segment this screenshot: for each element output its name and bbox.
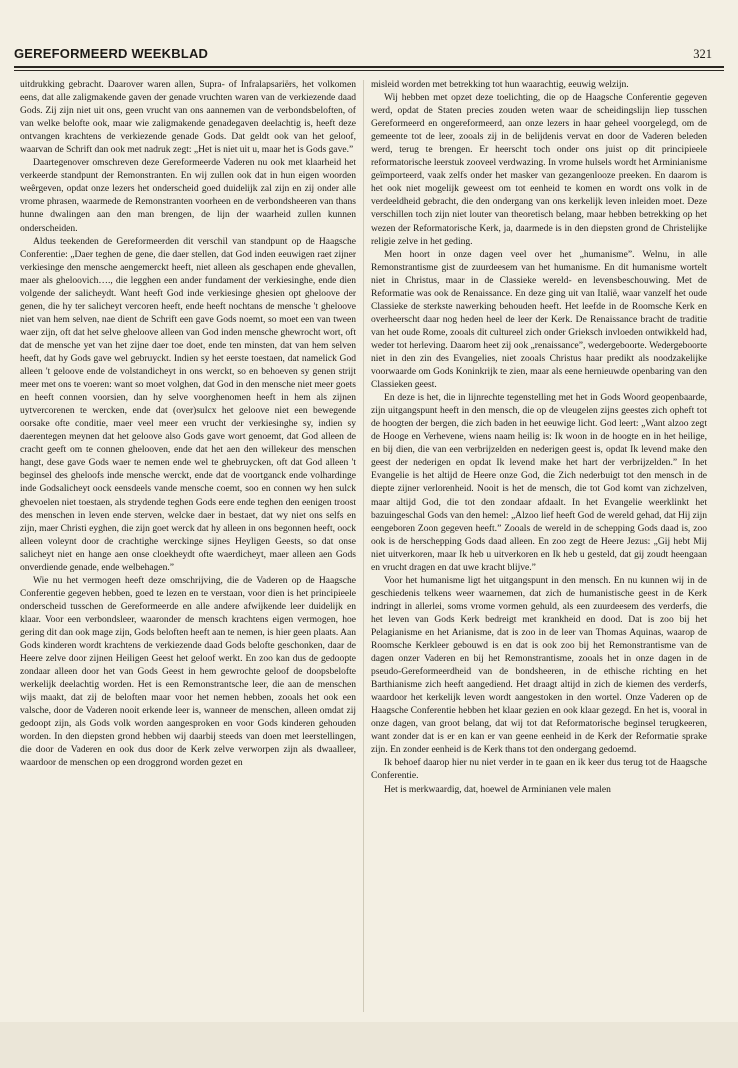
paragraph: uitdrukking gebracht. Daarover waren allen, Supra- of Infralapsariërs, het volkomen eens, dat alle zaligmakende gaven der genade vruchten waren van de verkiezende daad Gods. Zij zijn niet uit ons, geen vrucht van ons aannemen van de verbondsbeloften, of van welke belofte ook, maar wie zaligmakende genadegaven deelachtig is, heeft deze ontvangen krachtens de verkiezende genade Gods. Dat geldt ook van het geloof, waarvan de Schrift dan ook met nadruk zegt: „Het is niet uit u, maar het is Gods gave.” [20,79,356,156]
right-column [371,78,707,796]
column-divider [363,80,364,1012]
header-rule-thick [14,66,724,68]
left-column [20,78,356,769]
paragraph: misleid worden met betrekking tot hun waarachtig, eeuwig welzijn. [371,79,629,90]
paragraph: Ik behoef daarop hier nu niet verder in te gaan en ik keer dus terug tot de Haagsche Conferentie. [371,757,707,782]
paragraph: Aldus teekenden de Gereformeerden dit verschil van standpunt op de Haagsche Conferentie: „Daer teghen de gene, die daer stellen, dat God inden eeuwigen raet zijner verkiesinge den mensche aengemerckt heeft, niet alleen als geschapen ende ghevallen, maer als gheloovich…., die legghen een ander fundament der verkiesinghe, ende dien volgende der salicheydt. Want heeft God inde verkiesinge ghesien opt gheloove der genen, die hy ter salicheyt vercoren heeft, ende heeft nochtans de mensche 't gheloove niet van hem selven, nae dient de Schrift een gave Gods noemt, so moet een van tween waer zijn, oft dat het selve gheloove alleen van God inden mensche ghewrocht wort, oft dat de mensche yet van het zijne daer toe doet, ende ten minsten, dat van hem selven heeft, dat hy Gods gave wel gebruyckt. Indien sy het eerste toestaen, dat namelick God alleen 't geloove ende de volstandicheyt in ons werckt, so en behoeven sy genen strijt meer met ons te voeren: want so moet volghen, dat God in den mensche niet meer goets en heeft connen voorsien, dan hy selve voorghenomen heeft in hem als zijnen uytvercorenen te wercken, ende dat (over)sulcx het geloove niet een bewegende oorsake ofte conditie, maer veel meer een vrucht der verkiesinghe sy, indien sy daerentegen meynen dat het geloove also Gods gave wort genoemt, dat God alleen de cracht geeft om te connen ghelooven, ende dat het aen den willekeur des menschen hangt, dese gave Gods waer te nemen ende wel te ghebruycken, oft dat God alleen 't beginsel des gheloofs inde mensche werckt, ende dat de voortganck ende volhardinge inde Godsalicheyt oock eensdeels vande mensche coemt, soo en connen wy hen sulck ghevoelen niet toestaen, als strydende teghen Gods eere ende teghen den eenigen troost des menschen in leven ende sterven, welcke daer in bestaet, dat wy niet ons selfs en zijn, maer Christi eyghen, die zijn goet werck dat hy alleen in ons begonnen heeft, oock alleen voleynt door de crachtighe werckinge sijnes Heyligen Geests, so dat onse salicheyt niet en hange aen onse cloekheydt ofte waerdicheyt, maer alleen aen Gods onverdiende genade, ende welbehagen.” [20,235,356,573]
page-header [14,46,724,66]
paragraph: Men hoort in onze dagen veel over het „humanisme”. Welnu, in alle Remonstrantisme gist de zuurdeesem van het humanisme. En dit humanisme wortelt niet in Christus, maar in de Classieke wereld- en levensbeschouwing. Met de Reformatie was ook de Renaissance. En deze ging uit van Italië, waar vanzelf het oude Classieke de sterkste nawerking behouden heeft. Het leefde in de Roomsche Kerk en overheerscht daar nog heden heel de leer der Kerk. De Renaissance bracht de traditie van het oude Rome, zooals dit cultureel zich onder Grieksch invloeden ontwikkeld had, weder tot herleving. Daarom heet zij ook „renaissance”, wedergeboorte. Wedergeboorte niet in den zin des Evangelies, niet zooals Christus haar predikt als noodzakelijke voorwaarde om Gods Koninkrijk te zien, maar als eene hernieuwde openbaring van den Classieken geest. [371,248,707,391]
paragraph: Daartegenover omschreven deze Gereformeerde Vaderen nu ook met klaarheid het verkeerde standpunt der Remonstranten. En wij zullen ook dat in hun eigen woorden weêrgeven, opdat onze lezers het onderscheid goed duidelijk zal zijn en zij onder alle vrome phrasen, waarmede de Remonstranten voorheen en de verbondsheeren van thans hunne dwalingen aan den man brengen, de lijn der waarheid zullen kunnen onderscheiden. [20,157,356,234]
page-bottom-margin [0,1022,738,1068]
paragraph: En deze is het, die in lijnrechte tegenstelling met het in Gods Woord geopenbaarde, zijn uitgangspunt heeft in den mensch, die op de vleugelen zijns geestes zich opheft tot de hoogten der bergen, die zich baden in het eeuwige licht. God leert: „Want alzoo zegt de Hooge en Verhevene, wiens naam heilig is: Ik woon in de hoogte en in het heilige, en bij dien, die van een verbrijzelden en nederigen geest is, opdat Ik levend make den geest der nederigen en opdat Ik levend make het hart der verbrijzelden.” In het Evangelie is het altijd de Heere onze God, die Zich nederbuigt tot den mensch in de diepte zijner verlorenheid. Nooit is het de mensch, die tot God komt van zichzelven, maar altijd God, die tot den zondaar afdaalt. In het Evangelie weerklinkt het bazuingeschal Gods van den hemel: „Alzoo lief heeft God de wereld gehad, dat Hij zijn eengeboren Zoon gegeven heeft.” Zooals de wereld in de schepping Gods daad is, zoo ook is de herschepping Gods daad alleen. En zoo zegt de Heere Jezus: „Gij hebt Mij niet uitverkoren, maar Ik heb u uitverkoren en Ik heb u gesteld, dat gij zoudt heengaan en vrucht dragen en dat uwe kracht blijve.” [371,392,707,573]
paragraph: Het is merkwaardig, dat, hoewel de Arminianen vele malen [384,783,611,795]
paragraph: Voor het humanisme ligt het uitgangspunt in den mensch. En nu kunnen wij in de geschiedenis telkens weer waarnemen, dat zich de humanistische geest in de Kerk indringt in allerlei, soms vrome vormen gehuld, als een zuurdeesem des verderfs, die het leven van Gods Kerk bedreigt met krankheid en dood. Dat is zoo bij het Pelagianisme en het Arianisme, dat is zoo in de leer van Thomas Aquinas, waarop de Roomsche Kerkleer gebouwd is en dat is ook zoo bij het Remonstrantisme van de dagen onzer Vaderen en bij het Remonstrantisme, zooals het in onze dagen in de pseudo-Gereformeerdheid van de bondsheeren, in de ethische richting en het Barthianisme zich heeft aangediend. Het draagt altijd in zich de kiemen des verderfs, waardoor het kerkelijk leven wordt aangestoken in den wortel. Onze Vaderen op de Haagsche Conferentie hebben het klaar gezien en ook klaar gezegd. En het is, vooral in onze dagen, van groot belang, dat wij tot dat Reformatorische beginsel terugkeeren, want zonder dat is er en kan er van geene eenheid in de Kerk der Reformatie sprake zijn. En zonder eenheid is de Kerk thans tot den ondergang gedoemd. [371,574,707,756]
paragraph: Wij hebben met opzet deze toelichting, die op de Haagsche Conferentie gegeven werd, opdat de Staten precies zouden weten waar de scheidingslijn liep tusschen Gereformeerd en ongereformeerd, aan onze lezers in haar geheel voorgelegd, om de gemeente tot de leer, zooals zij in de belijdenis vervat en door de Vaderen beleden werd, terug te brengen. Er heerscht toch onder ons juist op dit principieele reformatorische leerstuk zooveel verdwazing. In vrome hulsels wordt het Arminianisme geïmporteerd, vaak zelfs onder het masker van gezangenlooze preeken. En daarom is het ook niet mogelijk geweest om tot eenheid te komen en wordt ons volk in de verdeeldheid gebracht, die den ondergang van ons kerkelijk leven inleiden moet. Deze verschillen toch zijn niet louter van theoretisch belang, maar hebben betrekking op het wezen der Reformatorische Kerk, ja, daarmede is in den diepsten grond de Christelijke religie zelve in het geding. [371,92,707,247]
publication-title: GEREFORMEERD WEEKBLAD [14,46,209,61]
header-rule-thin [14,70,724,71]
paragraph: Wie nu het vermogen heeft deze omschrijving, die de Vaderen op de Haagsche Conferentie gegeven hebben, goed te lezen en te verstaan, voor dien is het principieele onderscheid tusschen de Gereformeerde en alle andere afwijkende leer duidelijk en klaar. Voor een verbondsleer, waaronder de mensch krachtens eigen vermogen, hoe gering dit dan ook mage zijn, Gods beloften heeft aan te nemen, is hier geen plaats. Aan Gods kinderen wordt krachtens de verkiezende daad Gods belofte geschonken, daar de Heere zelve door zijnen Heiligen Geest het geloof werkt. En zoo kan dus de gedoopte zondaar alleen door het van Gods Geest in hem gewrochte geloof de doopsbelofte werkelijk deelachtig worden. Het is een Remonstrantsche leer, die aan de menschen wijs maakt, dat zij de beloften maar voor het nemen hebben, zooals het ook een valsche, door de Vaderen nooit erkende leer is, wanneer de menschen, alleen omdat zij gedoopt zijn, als Gods volk worden aangesproken en voor Gods kinderen gehouden worden. In den diepsten grond hebben wij daarbij steeds van doen met leerstellingen, die door de Vaderen en ook dus door de Kerk zelve verworpen zijn als dwaalleer, waardoor de menschen op een droggrond worden gezet en [20,574,356,769]
page-number: 321 [693,47,712,61]
